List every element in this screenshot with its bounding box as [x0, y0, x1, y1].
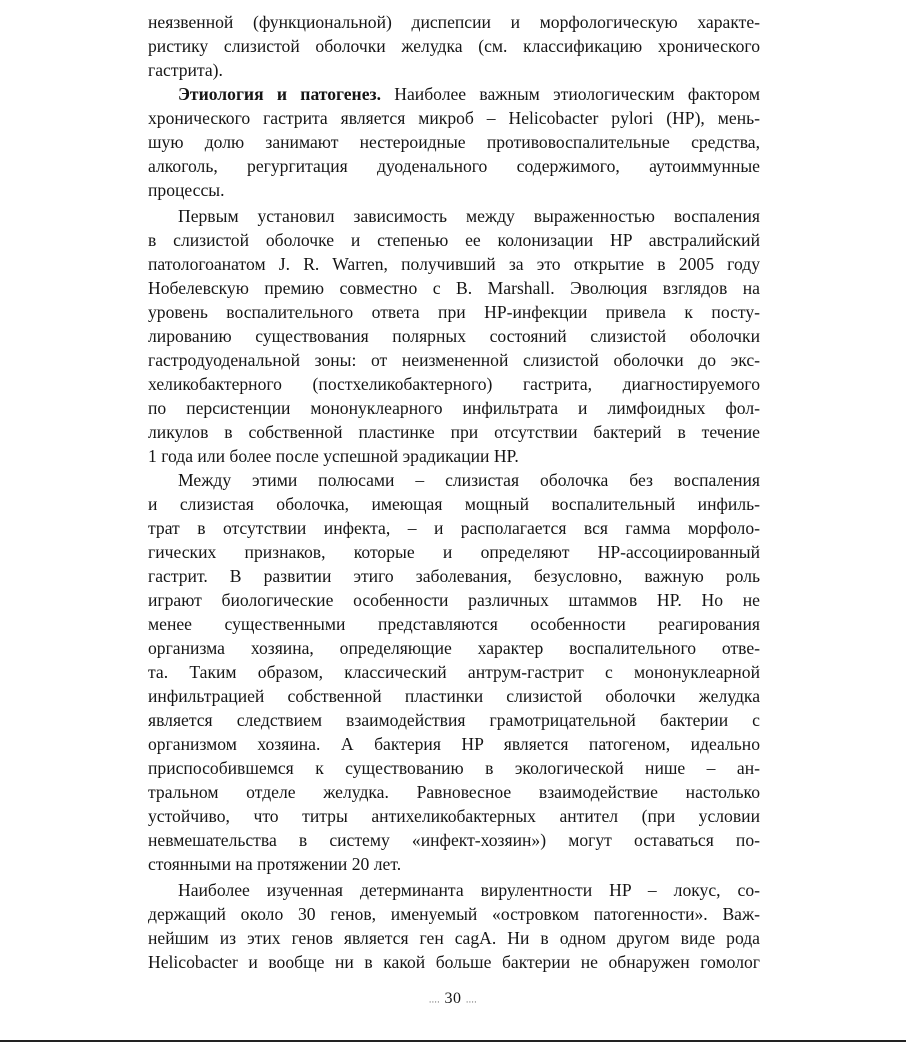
page-number-dots-right: ....	[466, 994, 477, 1005]
page-number-value: 30	[444, 990, 462, 1007]
paragraph	[148, 204, 760, 468]
text-line: уровень воспалительного ответа при HP-инфекции привела к посту-	[148, 302, 760, 322]
text-line: трат в отсутствии инфекта, – и располагается вся гамма морфоло-	[148, 518, 760, 538]
text-line: алкоголь, регургитация дуоденального содержимого, аутоиммунные	[148, 156, 760, 176]
text-line: Нобелевскую премию совместно с B. Marshall. Эволюция взглядов на	[148, 278, 760, 298]
paragraph	[148, 10, 760, 82]
text-line: хронического гастрита является микроб – Helicobacter pylori (HP), мень-	[148, 108, 760, 128]
text-line: процессы.	[148, 180, 225, 200]
text-line: нейшим из этих генов является ген cagA. Ни в одном другом виде рода	[148, 928, 760, 948]
text-line: шую долю занимают нестероидные противовоспалительные средства,	[148, 132, 760, 152]
text-line: Между этими полюсами – слизистая оболочка без воспаления	[178, 470, 760, 490]
text-line: невмешательства в систему «инфект-хозяин») могут оставаться по-	[148, 830, 760, 850]
text-line: приспособившемся к существованию в экологической нише – ан-	[148, 758, 760, 778]
text-line	[148, 82, 760, 106]
text-run: Наиболее важным этиологическим фактором	[380, 84, 760, 104]
text-line: гических признаков, которые и определяют HP-ассоциированный	[148, 542, 760, 562]
text-line: ликулов в собственной пластинке при отсутствии бактерий в течение	[148, 422, 760, 442]
text-line: ристику слизистой оболочки желудка (см. классификацию хронического	[148, 36, 760, 56]
section-heading: Этиология и патогенез.	[178, 84, 381, 104]
text-line: организмом хозяина. А бактерия HP является патогеном, идеально	[148, 734, 760, 754]
text-line: стоянными на протяжении 20 лет.	[148, 854, 402, 874]
text-line: устойчиво, что титры антихеликобактерных антител (при условии	[148, 806, 760, 826]
page-number	[0, 990, 906, 1008]
page-number-dots-left: ....	[429, 994, 440, 1005]
text-line: является следствием взаимодействия грамотрицательной бактерии с	[148, 710, 760, 730]
text-line: 1 года или более после успешной эрадикации HP.	[148, 446, 519, 466]
text-line: гастрит. В развитии этиго заболевания, безусловно, важную роль	[148, 566, 760, 586]
text-line: менее существенными представляются особенности реагирования	[148, 614, 760, 634]
text-line: играют биологические особенности различных штаммов HP. Но не	[148, 590, 760, 610]
paragraph	[148, 468, 760, 876]
paragraph	[148, 878, 760, 974]
text-line: в слизистой оболочке и степенью ее колонизации HP австралийский	[148, 230, 760, 250]
text-line: инфильтрацией собственной пластинки слизистой оболочки желудка	[148, 686, 760, 706]
text-line: гастрита).	[148, 60, 223, 80]
text-line: и слизистая оболочка, имеющая мощный воспалительный инфиль-	[148, 494, 760, 514]
text-line: патологоанатом J. R. Warren, получивший за это открытие в 2005 году	[148, 254, 760, 274]
text-line: Helicobacter и вообще ни в какой больше бактерии не обнаружен гомолог	[148, 952, 760, 972]
text-line: лированию существования полярных состояний слизистой оболочки	[148, 326, 760, 346]
text-line: тральном отделе желудка. Равновесное взаимодействие настолько	[148, 782, 760, 802]
text-line: держащий около 30 генов, именуемый «островком патогенности». Важ-	[148, 904, 760, 924]
text-line: неязвенной (функциональной) диспепсии и морфологическую характе-	[148, 12, 760, 32]
text-line: гастродуоденальной зоны: от неизмененной слизистой оболочки до экс-	[148, 350, 760, 370]
text-line: Наиболее изученная детерминанта вирулентности HP – локус, со-	[178, 880, 760, 900]
text-line: та. Таким образом, классический антрум-гастрит с мононуклеарной	[148, 662, 760, 682]
page-body	[148, 10, 760, 974]
text-line: организма хозяина, определяющие характер воспалительного отве-	[148, 638, 760, 658]
bottom-edge-rule	[0, 1040, 906, 1042]
paragraph	[148, 82, 760, 202]
text-line: Первым установил зависимость между выраженностью воспаления	[178, 206, 760, 226]
text-line: хеликобактерного (постхеликобактерного) гастрита, диагностируемого	[148, 374, 760, 394]
text-line: по персистенции мононуклеарного инфильтрата и лимфоидных фол-	[148, 398, 760, 418]
